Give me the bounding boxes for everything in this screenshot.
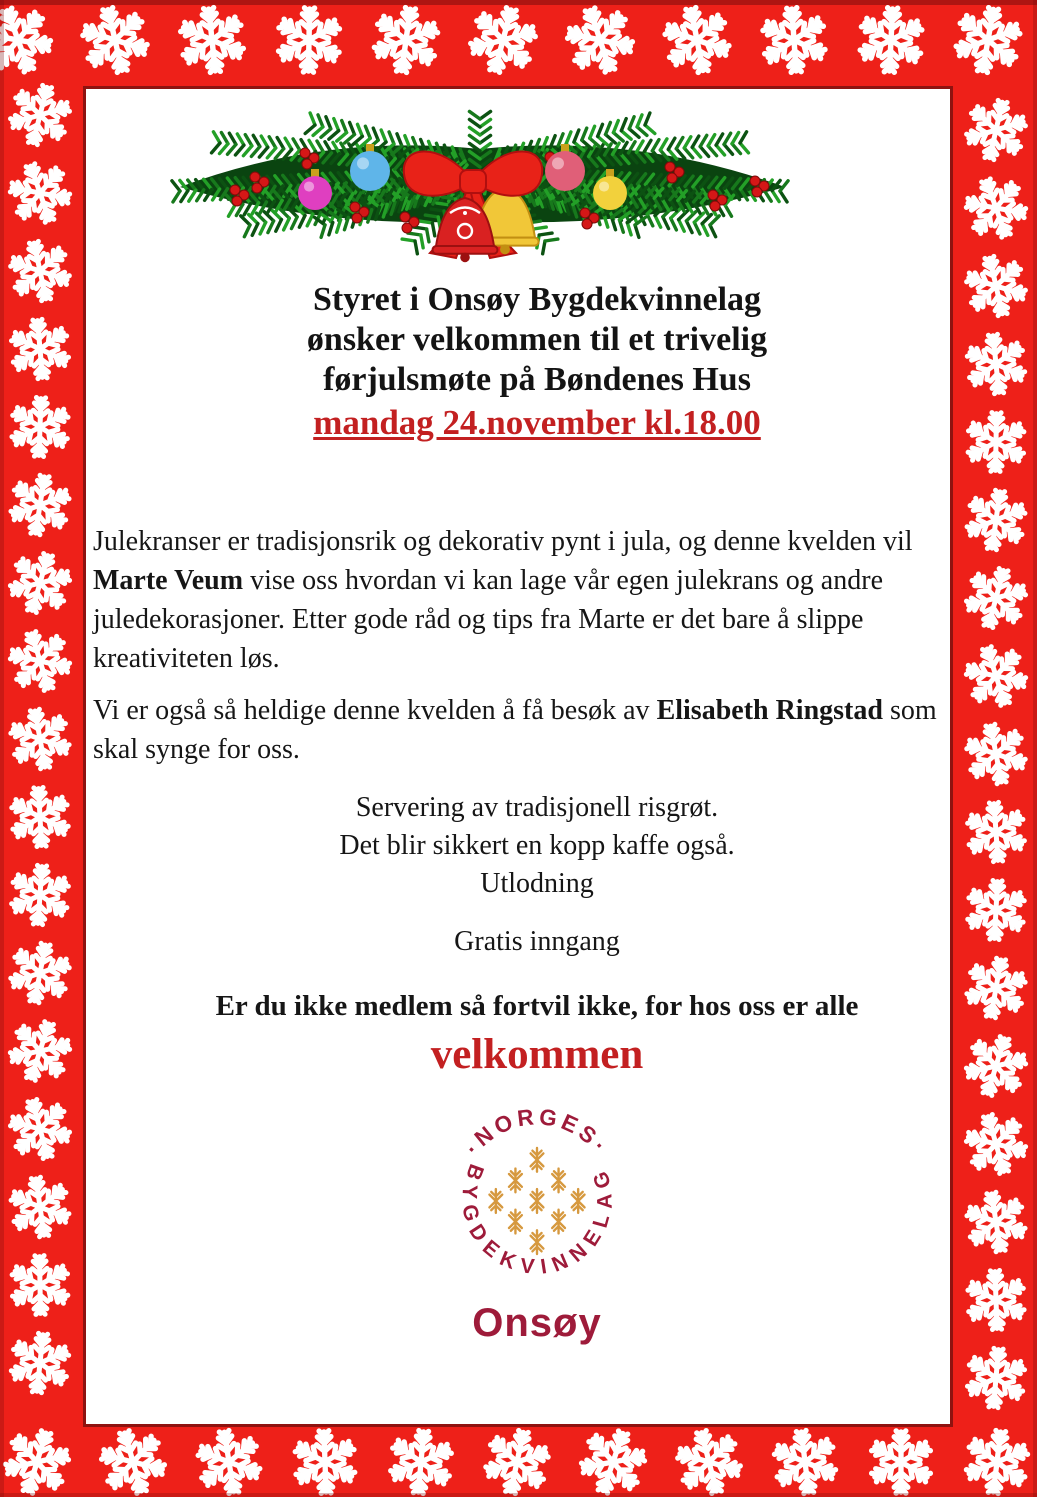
logo-arc-top-text: ·NORGES·: [459, 1104, 615, 1160]
snowflake-icon: [459, 0, 547, 84]
snowflake-icon: [4, 313, 76, 385]
nbk-figure-icon: [572, 1189, 585, 1213]
paragraph-text: som skal synge for oss.: [93, 695, 937, 765]
snowflake-icon: [766, 1423, 844, 1497]
snowflake-icon: [90, 1419, 177, 1497]
snowflake-icon: [0, 542, 81, 624]
christmas-garland-graphic: [165, 95, 795, 270]
nbk-figure-icon: [489, 1189, 502, 1213]
paragraph-text: Julekranser er tradisjonsrik og dekorativ pynt i jula, og denne kvelden vil: [93, 526, 913, 557]
snowflake-icon: [5, 782, 74, 851]
paragraph-text: Vi er også så heldige denne kvelden å få besøk av: [93, 695, 657, 726]
serving-line: Servering av tradisjonell risgrøt.: [355, 792, 719, 823]
program-lines: [86, 789, 950, 903]
nbk-logo-ring: [439, 1103, 635, 1299]
snowflake-icon: [0, 151, 82, 235]
snowflake-icon: [956, 246, 1035, 325]
snowflake-icon: [960, 328, 1033, 401]
logo-local-name: Onsøy: [472, 1301, 602, 1345]
free-entry-line: Gratis inngang: [454, 926, 620, 957]
snowflake-icon: [959, 483, 1034, 558]
snowflake-icon: [1, 934, 78, 1011]
snowflake-icon: [172, 0, 251, 79]
snowflake-icon: [2, 467, 78, 543]
snowflake-icon: [961, 875, 1030, 944]
welcome-word: velkommen: [430, 1031, 644, 1078]
snowflake-icon: [866, 1427, 936, 1497]
snowflake-icon: [958, 1423, 1036, 1497]
snowflake-icon: [667, 1420, 752, 1497]
snowflake-icon: [4, 1327, 77, 1400]
snowflake-icon: [475, 1420, 558, 1497]
snowflake-icon: [954, 166, 1037, 251]
snowflake-icon: [0, 1418, 81, 1497]
snowflake-icon: [0, 620, 81, 702]
snowflake-icon: [289, 1426, 361, 1497]
paragraph-wreaths: [86, 522, 950, 678]
person-name-elisabeth-ringstad: Elisabeth Ringstad: [656, 695, 883, 726]
membership-line: Er du ikke medlem så fortvil ikke, for hos oss er alle: [215, 990, 859, 1022]
nbk-logo: [86, 1103, 950, 1345]
snowflake-icon: [955, 1103, 1037, 1185]
snowflake-icon: [756, 2, 833, 79]
coffee-line: Det blir sikkert en kopp kaffe også.: [339, 830, 735, 861]
snowflake-icon: [962, 1266, 1030, 1334]
snowflake-icon: [1, 232, 79, 310]
snowflake-icon: [272, 3, 345, 76]
invitation-title: [86, 280, 950, 446]
snowflake-icon: [189, 1422, 269, 1497]
logo-arc-bottom-text: BYGDEKVINNELAG: [457, 1160, 617, 1280]
paragraph-singer: [86, 691, 950, 769]
snowflake-icon: [955, 1025, 1037, 1107]
snowflake-icon: [0, 0, 64, 86]
snowflake-icon: [853, 2, 929, 78]
snowflake-icon: [365, 0, 446, 81]
snowflake-icon: [946, 0, 1029, 82]
snowflake-icon: [383, 1424, 459, 1497]
snowflake-icon: [0, 1089, 80, 1170]
snowflake-icon: [0, 1009, 82, 1092]
snowflake-icon: [962, 408, 1029, 475]
snowflake-icon: [961, 797, 1031, 867]
snowflake-icon: [555, 0, 646, 85]
nbk-figure-icon: [509, 1169, 522, 1193]
nbk-figure-icon: [552, 1210, 565, 1234]
nbk-figure-icon: [509, 1210, 522, 1234]
snowflake-icon: [3, 1170, 78, 1245]
snowflake-icon: [72, 0, 158, 83]
snowflake-icon: [956, 90, 1035, 169]
nbk-figure-icon: [552, 1169, 565, 1193]
title-line-2: ønsker velkommen til et trivelig: [306, 321, 768, 358]
snowflake-icon: [5, 860, 75, 930]
snowflake-icon: [569, 1418, 658, 1497]
snowflake-icon: [655, 0, 739, 82]
snowflake-icon: [0, 75, 80, 155]
snowflake-icon: [960, 1342, 1032, 1414]
paragraph-text: vise oss hvordan vi kan lage vår egen julekrans og andre juledekorasjoner. Etter gode råd og tips fra Marte er det bare å slippe kreativiteten løs.: [93, 565, 883, 674]
snowflake-icon: [954, 634, 1037, 717]
snowflake-icon: [6, 393, 74, 461]
snowflake-icon: [6, 1251, 73, 1318]
raffle-line: Utlodning: [480, 868, 594, 899]
snowflake-icon: [2, 701, 78, 777]
title-line-3: førjulsmøte på Bøndenes Hus: [323, 361, 751, 398]
nbk-figure-icon: [531, 1189, 544, 1213]
event-date-line: mandag 24.november kl.18.00: [313, 403, 761, 442]
flyer-content-panel: [83, 86, 953, 1427]
snowflake-icon: [956, 558, 1037, 639]
snowflake-icon: [958, 1184, 1034, 1260]
snowflake-icon: [958, 950, 1034, 1026]
nbk-figure-icon: [531, 1148, 544, 1172]
nbk-figure-icon: [531, 1230, 544, 1254]
snowflake-icon: [957, 715, 1034, 792]
title-line-1: Styret i Onsøy Bygdekvinnelag: [312, 281, 762, 318]
person-name-marte-veum: Marte Veum: [93, 565, 244, 596]
